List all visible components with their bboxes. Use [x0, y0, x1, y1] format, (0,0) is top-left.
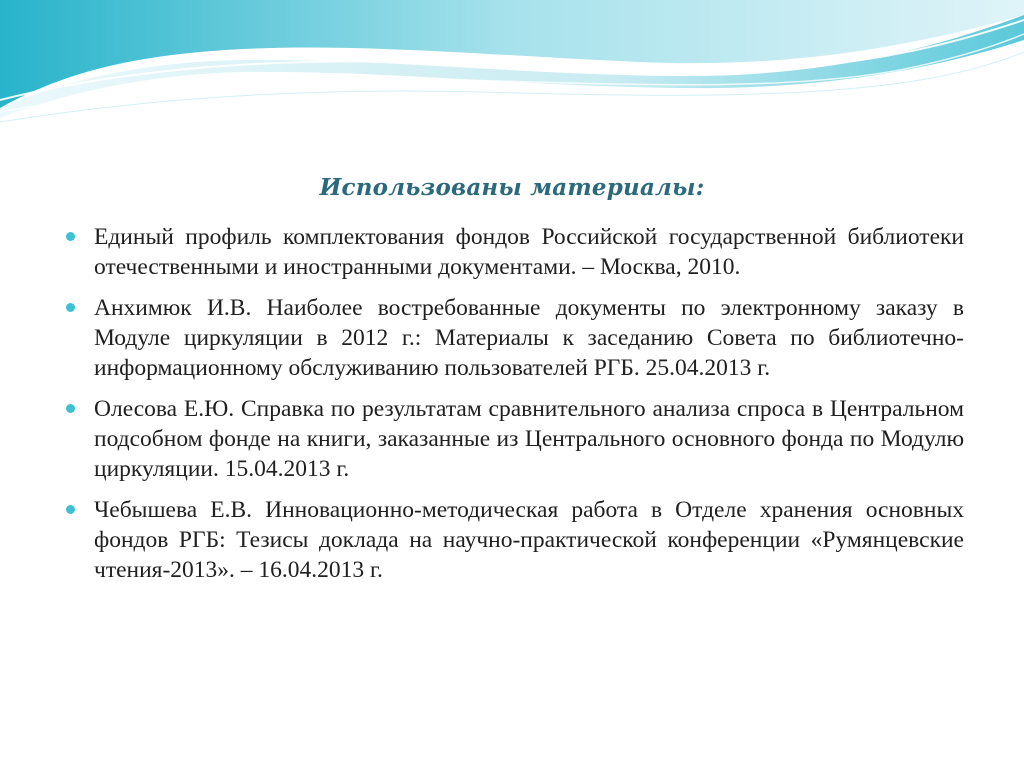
bullet-icon [66, 505, 75, 514]
list-item [66, 394, 964, 484]
bullet-icon [66, 404, 75, 413]
reference-text: Анхимюк И.В. Наиболее востребованные документы по электронному заказу в Модуле циркуляции в 2012 г.: Материалы к заседанию Совета по библиотечно-информационному обслуживанию пользователей РГБ. 25.04.2013 г. [94, 295, 964, 381]
slide-title: Использованы материалы: [319, 174, 705, 201]
reference-text: Единый профиль комплектования фондов Российской государственной библиотеки отечественными и иностранными документами. – Москва, 2010. [94, 224, 964, 280]
reference-text: Олесова Е.Ю. Справка по результатам сравнительного анализа спроса в Центральном подсобном фонде на книги, заказанные из Центрального основного фонда по Модулю циркуляции. 15.04.2013 г. [94, 396, 964, 482]
list-item [66, 222, 964, 282]
bullet-icon [66, 232, 75, 241]
list-item [66, 495, 964, 585]
reference-text: Чебышева Е.В. Инновационно-методическая работа в Отделе хранения основных фондов РГБ: Тезисы доклада на научно-практической конференции «Румянцевские чтения-2013». – 16.04.2013 г. [94, 497, 964, 583]
references-list [66, 222, 964, 596]
header-wave-decoration [0, 0, 1024, 140]
list-item [66, 293, 964, 383]
bullet-icon [66, 303, 75, 312]
